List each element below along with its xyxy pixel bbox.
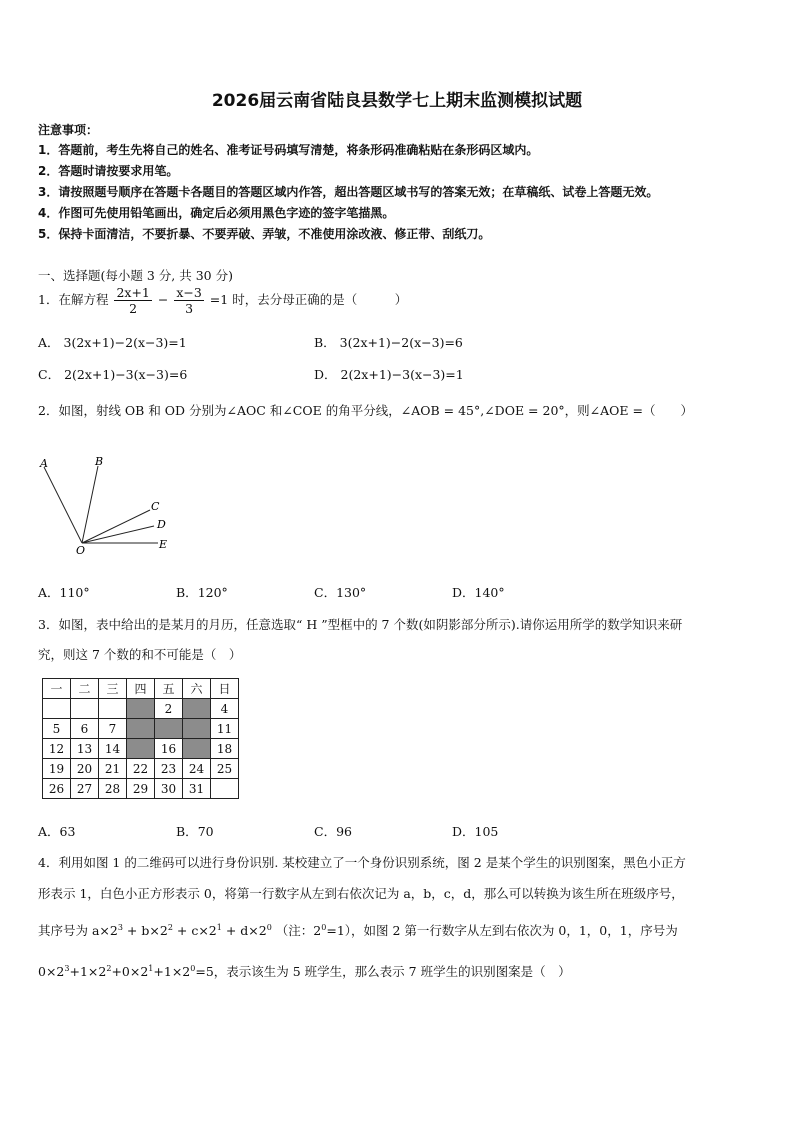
calendar-cell-shaded xyxy=(183,719,211,739)
q1-option-c xyxy=(38,365,187,383)
q1-prefix: 1．在解方程 xyxy=(38,292,109,307)
calendar-cell: 30 xyxy=(155,779,183,799)
option-label: B． xyxy=(314,335,336,350)
option-label: A． xyxy=(38,335,60,350)
calendar-row xyxy=(43,699,239,719)
calendar-header-row xyxy=(43,679,239,699)
label-c: C xyxy=(151,500,160,513)
q3-option-b xyxy=(176,822,214,840)
q1-fraction-2 xyxy=(174,285,203,316)
option-label: B． xyxy=(176,585,198,600)
calendar-cell xyxy=(71,699,99,719)
ray-od xyxy=(82,526,154,543)
q1-option-d xyxy=(314,365,464,383)
calendar-header: 二 xyxy=(71,679,99,699)
question-2: 2．如图，射线 OB 和 OD 分别为∠AOC 和∠COE 的角平分线，∠AOB = 45°,∠DOE = 20°，则∠AOE =（ ） xyxy=(38,403,693,418)
option-label: D． xyxy=(452,585,475,600)
q4-line3-part-c: =1），如图 2 第一行数字从左到右依次为 0，1，0，1，序号为 xyxy=(326,923,678,938)
option-label: A． xyxy=(38,824,60,839)
option-label: C． xyxy=(38,367,61,382)
option-label: A． xyxy=(38,585,60,600)
question-4-line-4: $0\times 2^3+1\times 2^2+0\times 2^1+1\times 2^0=5$，表示该生为 5 班学生，那么表示 7 班学生的识别图案是（ ） xyxy=(38,963,571,979)
ray-oc xyxy=(82,510,150,543)
question-4-line-1: 4．利用如图 1 的二维码可以进行身份识别. 某校建立了一个身份识别系统，图 2 是某个学生的识别图案，黑色小正方 xyxy=(38,855,686,870)
q1-frac2-denominator: 3 xyxy=(185,301,194,316)
option-label: C． xyxy=(314,824,337,839)
option-text: 3(2x+1)−2(x−3)=1 xyxy=(63,335,187,350)
calendar-cell: 28 xyxy=(99,779,127,799)
section-heading: 一、选择题(每小题 3 分, 共 30 分) xyxy=(38,268,233,283)
label-a: A xyxy=(40,457,48,470)
q1-fraction-1 xyxy=(114,285,151,316)
notice-item-1: 1．答题前，考生先将自己的姓名、准考证号码填写清楚，将条形码准确粘贴在条形码区域内。 xyxy=(38,143,539,157)
q2-option-b xyxy=(176,583,228,601)
calendar-header: 四 xyxy=(127,679,155,699)
calendar-cell: 19 xyxy=(43,759,71,779)
option-text: 2(2x+1)−3(x−3)=1 xyxy=(340,367,464,382)
calendar-cell: 27 xyxy=(71,779,99,799)
calendar-row xyxy=(43,719,239,739)
calendar-cell: 12 xyxy=(43,739,71,759)
calendar-cell: 13 xyxy=(71,739,99,759)
calendar-cell-shaded xyxy=(155,719,183,739)
notice-heading: 注意事项： xyxy=(38,123,99,137)
option-label: D． xyxy=(314,367,337,382)
calendar-cell: 22 xyxy=(127,759,155,779)
calendar-cell xyxy=(211,779,239,799)
calendar-row xyxy=(43,739,239,759)
option-label: B． xyxy=(176,824,198,839)
calendar-row xyxy=(43,779,239,799)
q1-equals: =1 xyxy=(209,292,229,307)
option-text: 2(2x+1)−3(x−3)=6 xyxy=(64,367,188,382)
calendar-cell: 26 xyxy=(43,779,71,799)
calendar-header: 五 xyxy=(155,679,183,699)
calendar-cell: 20 xyxy=(71,759,99,779)
calendar-cell: 18 xyxy=(211,739,239,759)
angle-figure xyxy=(30,450,190,560)
calendar-cell: 11 xyxy=(211,719,239,739)
calendar-header: 一 xyxy=(43,679,71,699)
option-text: 63 xyxy=(59,824,76,839)
question-3-line-1: 3．如图，表中给出的是某月的月历，任意选取“ H ”型框中的 7 个数(如阴影部分所示).请你运用所学的数学知识来研 xyxy=(38,617,683,632)
calendar-cell: 5 xyxy=(43,719,71,739)
question-1 xyxy=(38,285,407,316)
notice-item-2: 2．答题时请按要求用笔。 xyxy=(38,164,179,178)
label-o: O xyxy=(76,544,86,557)
calendar-cell: 31 xyxy=(183,779,211,799)
calendar-cell-shaded xyxy=(183,699,211,719)
q1-option-a xyxy=(38,333,187,351)
page-title: 2026届云南省陆良县数学七上期末监测模拟试题 xyxy=(211,91,583,111)
calendar-cell: 16 xyxy=(155,739,183,759)
q1-frac2-numerator: x−3 xyxy=(176,285,202,300)
calendar-cell: 24 xyxy=(183,759,211,779)
q2-option-d xyxy=(452,583,505,601)
calendar-cell-shaded xyxy=(183,739,211,759)
calendar-cell-shaded xyxy=(127,739,155,759)
option-text: 3(2x+1)−2(x−3)=6 xyxy=(339,335,463,350)
calendar-cell xyxy=(43,699,71,719)
q3-option-d xyxy=(452,822,498,840)
calendar-cell: 2 xyxy=(155,699,183,719)
ray-oa xyxy=(44,467,82,543)
q1-minus: − xyxy=(157,292,169,307)
label-e: E xyxy=(159,538,168,551)
label-b: B xyxy=(95,455,104,468)
calendar-cell: 23 xyxy=(155,759,183,779)
q1-suffix: 时，去分母正确的是（ ） xyxy=(232,292,408,307)
calendar-cell-shaded xyxy=(127,699,155,719)
ray-ob xyxy=(82,466,98,543)
calendar-cell: 14 xyxy=(99,739,127,759)
q4-line3-part-b: （注：2 xyxy=(275,923,322,938)
option-text: 105 xyxy=(474,824,499,839)
label-d: D xyxy=(157,518,166,531)
calendar-cell: 29 xyxy=(127,779,155,799)
q4-line4-text: ，表示该生为 5 班学生，那么表示 7 班学生的识别图案是（ ） xyxy=(213,964,571,979)
q1-option-b xyxy=(314,333,463,351)
calendar-header: 三 xyxy=(99,679,127,699)
q1-frac1-numerator: 2x+1 xyxy=(116,285,150,300)
calendar-cell: 7 xyxy=(99,719,127,739)
calendar-row xyxy=(43,759,239,779)
option-text: 130° xyxy=(336,585,367,600)
calendar-cell xyxy=(99,699,127,719)
notice-item-3: 3．请按照题号顺序在答题卡各题目的答题区域内作答，超出答题区域书写的答案无效；在草稿纸、试卷上答题无效。 xyxy=(38,185,659,199)
q2-option-c xyxy=(314,583,366,601)
calendar-cell-shaded xyxy=(127,719,155,739)
q3-option-a xyxy=(38,822,75,840)
q1-frac1-denominator: 2 xyxy=(129,301,138,316)
option-label: C． xyxy=(314,585,337,600)
q4-line3-part-a: 其序号为 a×2 xyxy=(38,923,118,938)
q3-option-c xyxy=(314,822,352,840)
question-3-line-2: 究，则这 7 个数的和不可能是（ ） xyxy=(38,647,242,662)
q2-option-a xyxy=(38,583,90,601)
calendar-cell: 6 xyxy=(71,719,99,739)
calendar-header: 日 xyxy=(211,679,239,699)
calendar-cell: 25 xyxy=(211,759,239,779)
notice-item-4: 4．作图可先使用铅笔画出，确定后必须用黑色字迹的签字笔描黑。 xyxy=(38,206,395,220)
option-text: 120° xyxy=(197,585,228,600)
question-4-line-3: 其序号为 $a\times 2^3 + b\times 2^2 + c\times 2^1 + d\times 2^0$ （注：$2^0=1$），如图 2 第一行数字从左到右依次为 0，1，0，1，序号为 xyxy=(38,922,678,938)
option-text: 140° xyxy=(474,585,505,600)
calendar-cell: 4 xyxy=(211,699,239,719)
option-label: D． xyxy=(452,824,475,839)
calendar-header: 六 xyxy=(183,679,211,699)
notice-item-5: 5．保持卡面清洁，不要折暴、不要弄破、弄皱，不准使用涂改液、修正带、刮纸刀。 xyxy=(38,227,491,241)
calendar-cell: 21 xyxy=(99,759,127,779)
calendar-table xyxy=(42,678,239,799)
question-4-line-2: 形表示 1，白色小正方形表示 0，将第一行数字从左到右依次记为 a，b，c，d，那么可以转换为该生所在班级序号， xyxy=(38,886,684,901)
option-text: 96 xyxy=(336,824,352,839)
option-text: 110° xyxy=(59,585,90,600)
option-text: 70 xyxy=(197,824,214,839)
